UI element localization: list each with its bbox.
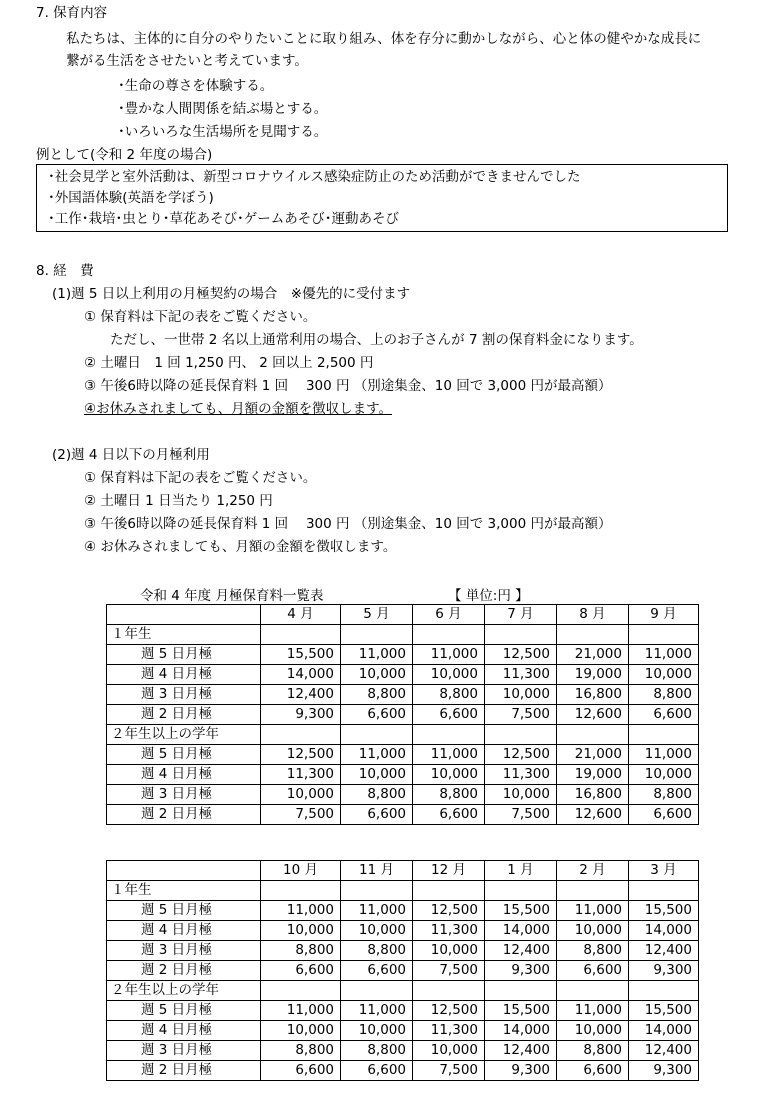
section7-title: 7. 保育内容 <box>36 5 108 21</box>
fee-cell: 10,000 <box>557 921 629 941</box>
table-row <box>107 665 699 685</box>
subsection2-item: ④ お休みされましても、月額の金額を徴収します。 <box>84 539 397 555</box>
fee-cell: 12,400 <box>261 685 341 705</box>
fee-cell: 11,000 <box>341 1001 413 1021</box>
fee-cell: 10,000 <box>485 685 557 705</box>
fee-cell: 7,500 <box>485 705 557 725</box>
fee-cell: 11,000 <box>413 745 485 765</box>
row-label: 週 3 日月極 <box>107 685 261 705</box>
table-row <box>107 1041 699 1061</box>
fee-cell: 10,000 <box>341 1021 413 1041</box>
fee-cell: 8,800 <box>629 785 699 805</box>
fee-cell: 9,300 <box>485 1061 557 1081</box>
subsection2-item: ② 土曜日 1 日当たり 1,250 円 <box>84 493 273 509</box>
fee-cell: 15,500 <box>261 645 341 665</box>
fee-cell: 9,300 <box>485 961 557 981</box>
table-header-row <box>107 861 699 881</box>
fee-cell: 6,600 <box>341 805 413 825</box>
group-label: ２年生以上の学年 <box>107 981 261 1001</box>
header-empty-cell <box>107 605 261 625</box>
group-label: １年生 <box>107 881 261 901</box>
fee-cell: 15,500 <box>485 1001 557 1021</box>
row-label: 週 5 日月極 <box>107 1001 261 1021</box>
row-label: 週 4 日月極 <box>107 921 261 941</box>
month-header: 1 月 <box>485 861 557 881</box>
example-box-item: ･工作･栽培･虫とり･草花あそび･ゲームあそび･運動あそび <box>48 211 399 227</box>
fee-cell: 10,000 <box>413 941 485 961</box>
row-label: 週 4 日月極 <box>107 1021 261 1041</box>
fee-cell: 10,000 <box>413 765 485 785</box>
fee-cell: 8,800 <box>557 1041 629 1061</box>
fee-cell: 10,000 <box>341 921 413 941</box>
row-label: 週 5 日月極 <box>107 745 261 765</box>
fee-cell: 6,600 <box>557 1061 629 1081</box>
bullet-item: ･生命の尊さを体験する。 <box>118 78 274 94</box>
table-row <box>107 685 699 705</box>
month-header: 9 月 <box>629 605 699 625</box>
subsection1-heading: (1)週 5 日以上利用の月極契約の場合 ※優先的に受付ます <box>52 286 411 302</box>
table-row <box>107 921 699 941</box>
table-row <box>107 745 699 765</box>
fee-cell: 12,400 <box>629 1041 699 1061</box>
example-box-item: ･社会見学と室外活動は、新型コロナウイルス感染症防止のため活動ができませんでした <box>48 169 581 185</box>
month-header: 6 月 <box>413 605 485 625</box>
fee-cell: 10,000 <box>629 765 699 785</box>
month-header: 11 月 <box>341 861 413 881</box>
row-label: 週 2 日月極 <box>107 1061 261 1081</box>
row-label: 週 3 日月極 <box>107 785 261 805</box>
fee-cell: 12,600 <box>557 805 629 825</box>
fee-cell: 11,000 <box>557 901 629 921</box>
fee-cell: 9,300 <box>629 961 699 981</box>
table-row <box>107 705 699 725</box>
subsection2-heading: (2)週 4 日以下の月極利用 <box>52 447 210 463</box>
fee-cell: 8,800 <box>261 941 341 961</box>
fee-table-title: 令和 4 年度 月極保育料一覧表 <box>140 588 324 604</box>
fee-cell: 7,500 <box>261 805 341 825</box>
group-row <box>107 625 699 645</box>
bullet-item: ･いろいろな生活場所を見聞する。 <box>118 124 328 140</box>
row-label: 週 3 日月極 <box>107 941 261 961</box>
fee-cell: 12,500 <box>485 645 557 665</box>
row-label: 週 4 日月極 <box>107 765 261 785</box>
fee-cell: 6,600 <box>341 1061 413 1081</box>
fee-cell: 10,000 <box>261 785 341 805</box>
fee-cell: 8,800 <box>261 1041 341 1061</box>
group-label: １年生 <box>107 625 261 645</box>
month-header: 3 月 <box>629 861 699 881</box>
section7-paragraph-line2: 繋がる生活をさせたいと考えています。 <box>66 53 308 69</box>
month-header: 10 月 <box>261 861 341 881</box>
row-label: 週 5 日月極 <box>107 645 261 665</box>
subsection1-item: ③ 午後6時以降の延長保育料 1 回 300 円 （別途集金、10 回で 3,000 円が最高額） <box>84 378 612 394</box>
fee-cell: 6,600 <box>341 961 413 981</box>
table-row <box>107 785 699 805</box>
row-label: 週 2 日月極 <box>107 961 261 981</box>
row-label: 週 4 日月極 <box>107 665 261 685</box>
fee-cell: 8,800 <box>341 685 413 705</box>
fee-cell: 14,000 <box>261 665 341 685</box>
fee-cell: 16,800 <box>557 685 629 705</box>
table-row <box>107 645 699 665</box>
fee-table-apr-sep <box>106 604 699 825</box>
row-label: 週 3 日月極 <box>107 1041 261 1061</box>
fee-cell: 11,300 <box>485 665 557 685</box>
fee-cell: 8,800 <box>341 941 413 961</box>
month-header: 7 月 <box>485 605 557 625</box>
fee-cell: 10,000 <box>413 665 485 685</box>
subsection1-item: ② 土曜日 1 回 1,250 円、 2 回以上 2,500 円 <box>84 355 374 371</box>
fee-table-unit: 【 単位:円 】 <box>448 588 529 604</box>
fee-cell: 10,000 <box>413 1041 485 1061</box>
fee-cell: 6,600 <box>261 1061 341 1081</box>
table-row <box>107 901 699 921</box>
fee-cell: 11,000 <box>413 645 485 665</box>
table-row <box>107 765 699 785</box>
fee-cell: 12,500 <box>261 745 341 765</box>
group-row <box>107 725 699 745</box>
fee-cell: 21,000 <box>557 745 629 765</box>
fee-cell: 10,000 <box>485 785 557 805</box>
fee-cell: 8,800 <box>557 941 629 961</box>
fee-cell: 11,000 <box>261 901 341 921</box>
fee-cell: 12,400 <box>485 1041 557 1061</box>
fee-cell: 11,300 <box>413 921 485 941</box>
fee-cell: 11,000 <box>341 901 413 921</box>
fee-cell: 10,000 <box>629 665 699 685</box>
table-row <box>107 1061 699 1081</box>
fee-cell: 11,300 <box>485 765 557 785</box>
fee-cell: 7,500 <box>413 961 485 981</box>
example-label: 例として(令和 2 年度の場合) <box>36 147 213 163</box>
fee-cell: 14,000 <box>629 921 699 941</box>
fee-cell: 8,800 <box>413 785 485 805</box>
row-label: 週 2 日月極 <box>107 705 261 725</box>
subsection2-item: ① 保育料は下記の表をご覧ください。 <box>84 470 317 486</box>
fee-cell: 10,000 <box>341 765 413 785</box>
fee-cell: 15,500 <box>485 901 557 921</box>
fee-cell: 11,000 <box>261 1001 341 1021</box>
example-box-item: ･外国語体験(英語を学ぼう) <box>48 190 214 206</box>
table-row <box>107 805 699 825</box>
section7-paragraph-line1: 私たちは、主体的に自分のやりたいことに取り組み、体を存分に動かしながら、心と体の健やかな成長に <box>66 31 702 47</box>
subsection1-item: ④お休みされましても、月額の金額を徴収します。 <box>84 401 393 417</box>
fee-cell: 21,000 <box>557 645 629 665</box>
fee-cell: 12,400 <box>629 941 699 961</box>
fee-cell: 10,000 <box>261 1021 341 1041</box>
fee-cell: 14,000 <box>485 1021 557 1041</box>
fee-cell: 11,300 <box>261 765 341 785</box>
fee-cell: 12,400 <box>485 941 557 961</box>
fee-cell: 6,600 <box>413 805 485 825</box>
section8-title: 8. 経 費 <box>36 263 94 279</box>
fee-cell: 10,000 <box>557 1021 629 1041</box>
table-row <box>107 961 699 981</box>
fee-cell: 6,600 <box>629 805 699 825</box>
fee-cell: 8,800 <box>341 1041 413 1061</box>
fee-cell: 10,000 <box>341 665 413 685</box>
bullet-item: ･豊かな人間関係を結ぶ場とする。 <box>118 101 328 117</box>
fee-cell: 11,000 <box>629 645 699 665</box>
group-row <box>107 981 699 1001</box>
fee-cell: 15,500 <box>629 1001 699 1021</box>
subsection2-item: ③ 午後6時以降の延長保育料 1 回 300 円 （別途集金、10 回で 3,000 円が最高額） <box>84 516 612 532</box>
fee-cell: 9,300 <box>261 705 341 725</box>
fee-cell: 15,500 <box>629 901 699 921</box>
table-row <box>107 1021 699 1041</box>
fee-cell: 11,000 <box>629 745 699 765</box>
fee-cell: 12,500 <box>413 901 485 921</box>
fee-cell: 11,000 <box>341 745 413 765</box>
fee-cell: 19,000 <box>557 765 629 785</box>
month-header: 5 月 <box>341 605 413 625</box>
table-row <box>107 1001 699 1021</box>
row-label: 週 2 日月極 <box>107 805 261 825</box>
table-header-row <box>107 605 699 625</box>
month-header: 4 月 <box>261 605 341 625</box>
fee-cell: 19,000 <box>557 665 629 685</box>
fee-cell: 12,600 <box>557 705 629 725</box>
fee-cell: 11,000 <box>341 645 413 665</box>
fee-cell: 9,300 <box>629 1061 699 1081</box>
fee-cell: 7,500 <box>413 1061 485 1081</box>
fee-cell: 8,800 <box>629 685 699 705</box>
fee-table-oct-mar <box>106 860 699 1081</box>
month-header: 8 月 <box>557 605 629 625</box>
header-empty-cell <box>107 861 261 881</box>
fee-cell: 6,600 <box>341 705 413 725</box>
month-header: 12 月 <box>413 861 485 881</box>
fee-cell: 8,800 <box>413 685 485 705</box>
fee-cell: 16,800 <box>557 785 629 805</box>
table-row <box>107 941 699 961</box>
fee-cell: 8,800 <box>341 785 413 805</box>
fee-cell: 11,000 <box>557 1001 629 1021</box>
subsection1-item: ただし、一世帯 2 名以上通常利用の場合、上のお子さんが 7 割の保育料金になります。 <box>110 332 643 348</box>
fee-cell: 12,500 <box>485 745 557 765</box>
group-label: ２年生以上の学年 <box>107 725 261 745</box>
fee-cell: 14,000 <box>485 921 557 941</box>
subsection1-item: ① 保育料は下記の表をご覧ください。 <box>84 309 317 325</box>
fee-cell: 11,300 <box>413 1021 485 1041</box>
fee-cell: 10,000 <box>261 921 341 941</box>
group-row <box>107 881 699 901</box>
fee-cell: 7,500 <box>485 805 557 825</box>
month-header: 2 月 <box>557 861 629 881</box>
fee-cell: 6,600 <box>557 961 629 981</box>
fee-cell: 6,600 <box>413 705 485 725</box>
fee-cell: 14,000 <box>629 1021 699 1041</box>
fee-cell: 6,600 <box>261 961 341 981</box>
fee-cell: 12,500 <box>413 1001 485 1021</box>
fee-cell: 6,600 <box>629 705 699 725</box>
row-label: 週 5 日月極 <box>107 901 261 921</box>
